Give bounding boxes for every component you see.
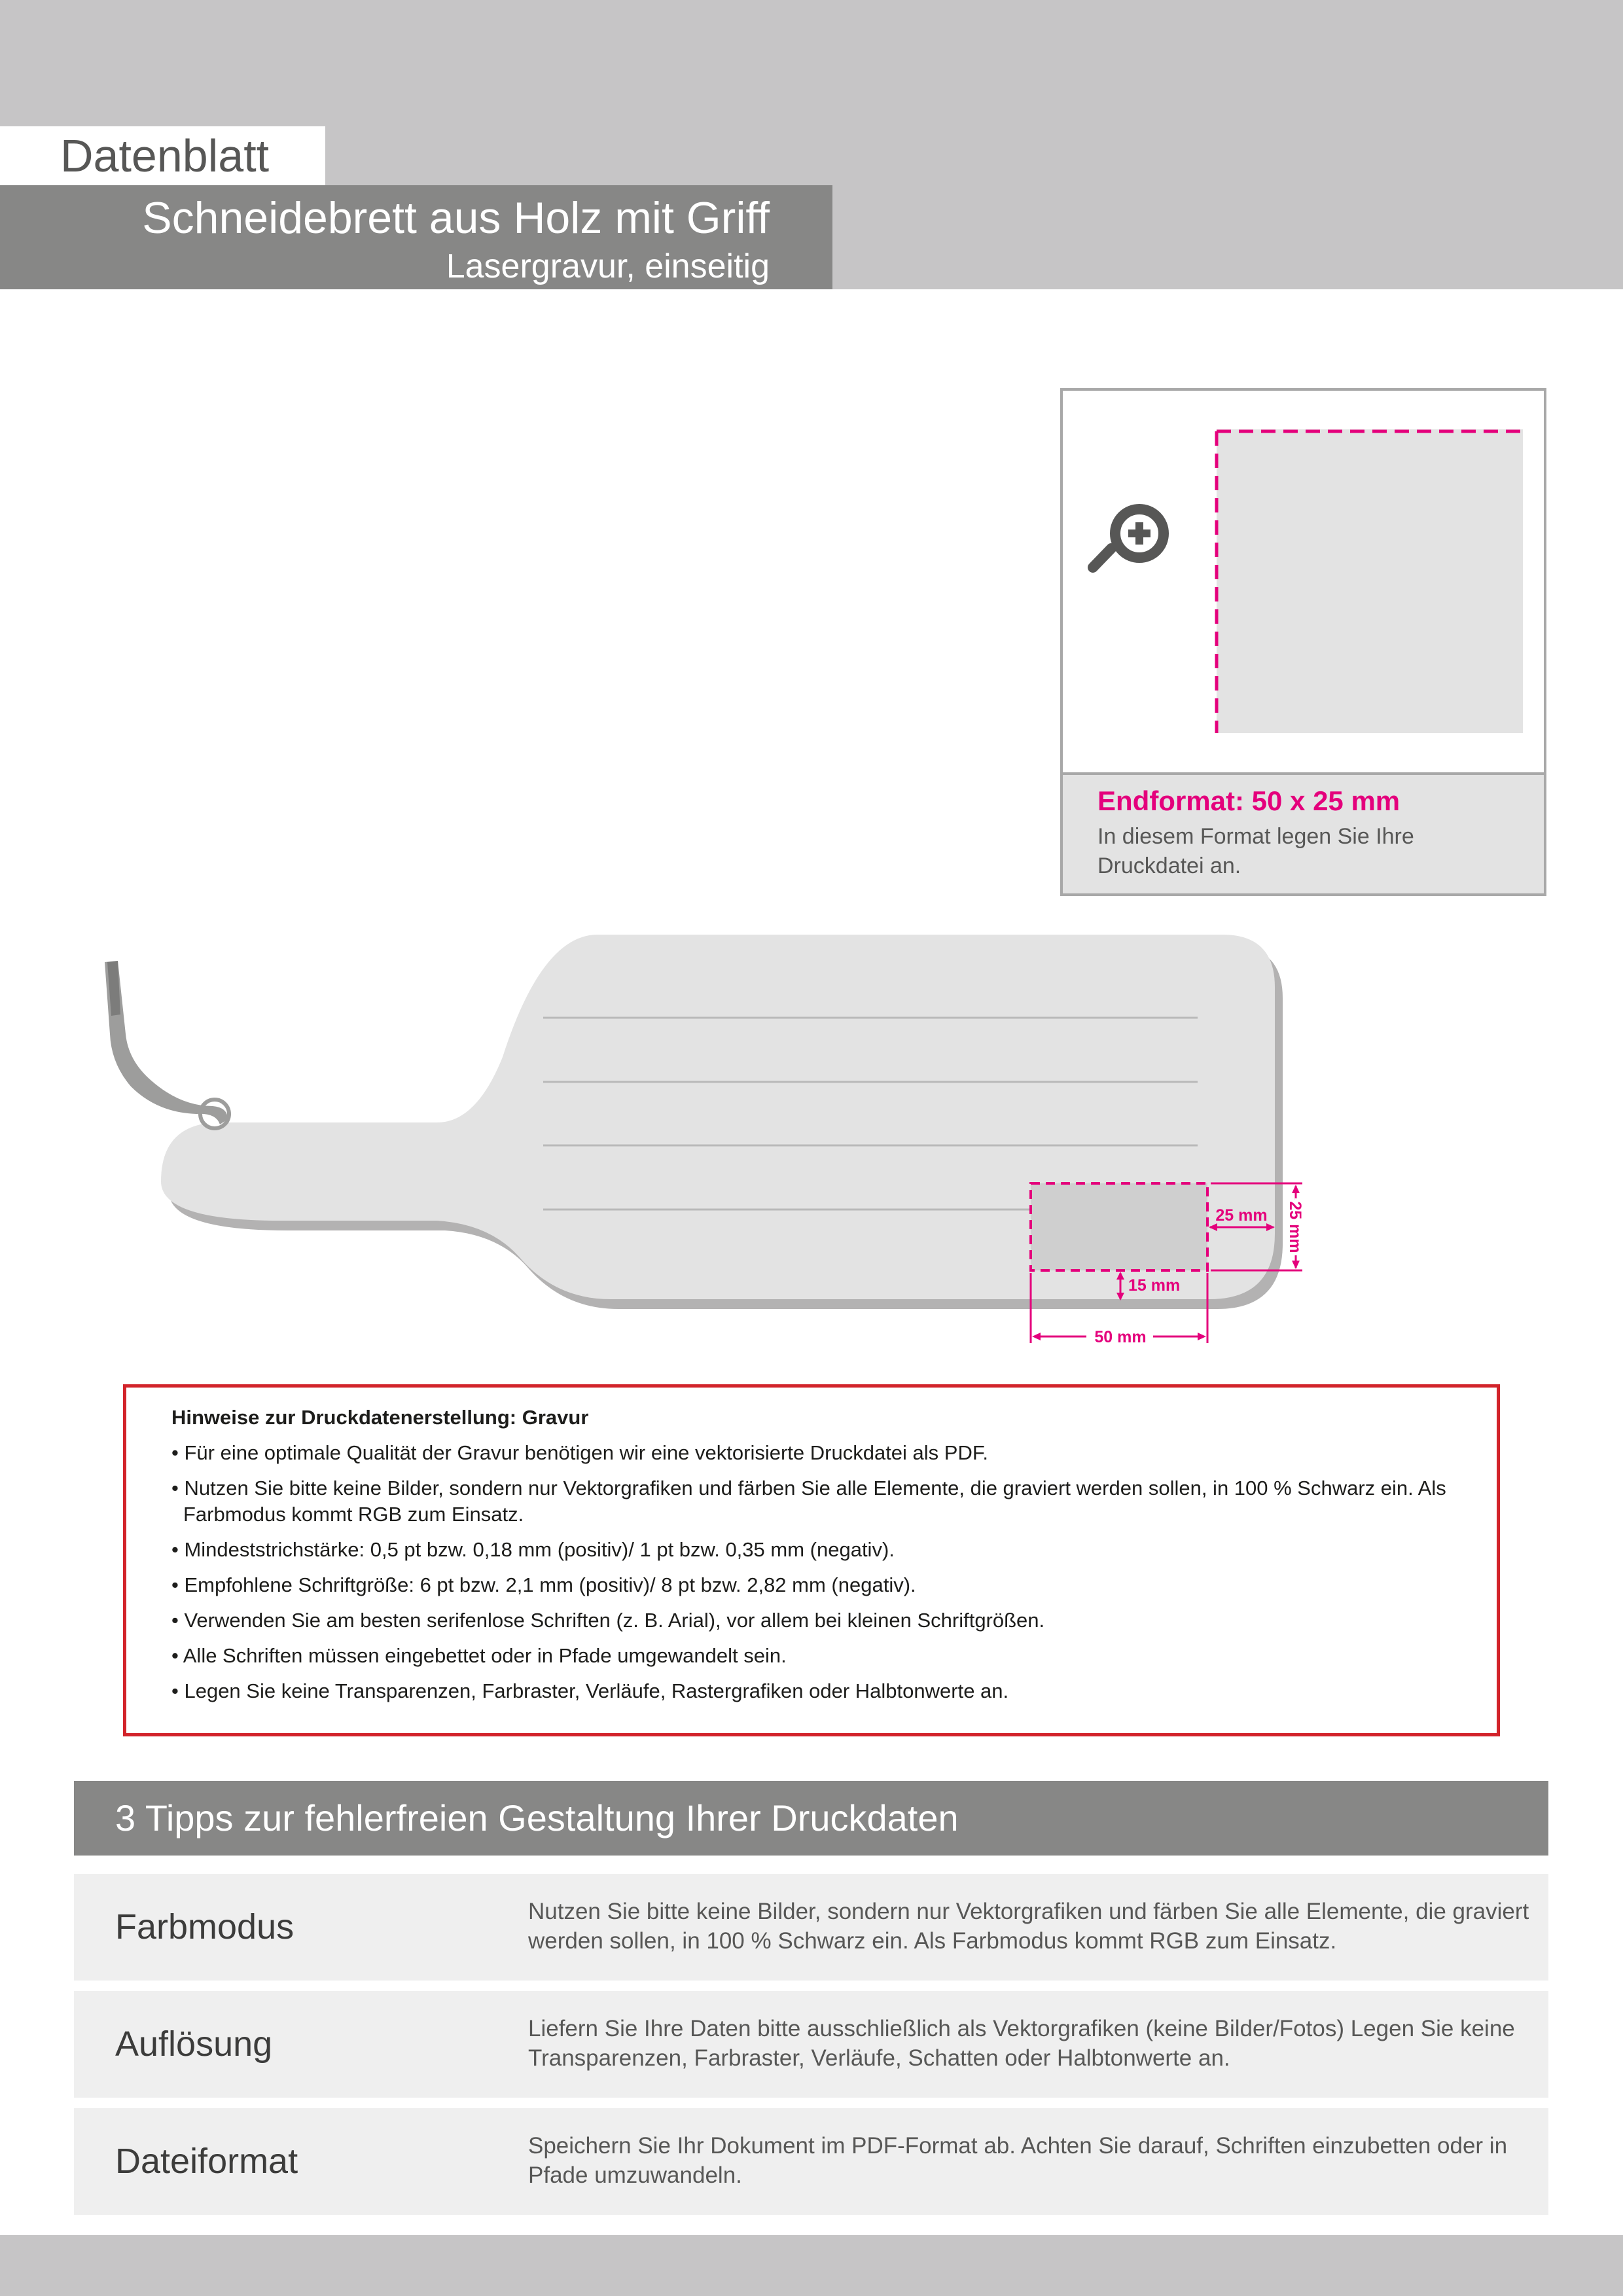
hint-item: • Mindeststrichstärke: 0,5 pt bzw. 0,18 mm (positiv)/ 1 pt bzw. 0,35 mm (negativ). — [171, 1538, 895, 1561]
hint-item: • Empfohlene Schriftgröße: 6 pt bzw. 2,1 mm (positiv)/ 8 pt bzw. 2,82 mm (negativ). — [171, 1573, 916, 1596]
tips-header: 3 Tipps zur fehlerfreien Gestaltung Ihrer Druckdaten — [74, 1781, 1548, 1856]
cutting-board-illustration — [65, 916, 1348, 1361]
tip-text: Liefern Sie Ihre Daten bitte ausschließlich als Vektorgrafiken (keine Bilder/Fotos) Legen Sie keine Transparenzen, Farbraster, Verläufe, Schatten oder Halbtonwerte an. — [528, 2016, 1515, 2071]
dim-arrow — [1032, 1333, 1041, 1340]
tip-name: Dateiformat — [115, 2142, 298, 2181]
doc-label: Datenblatt — [0, 126, 325, 185]
hint-item: • Nutzen Sie bitte keine Bilder, sondern nur Vektorgrafiken und färben Sie alle Elemente, die graviert werden sollen, in 100 % Schwarz ein. Als Farbmodus kommt RGB zum Einsatz. — [171, 1477, 1446, 1526]
hint-item: • Für eine optimale Qualität der Gravur benötigen wir eine vektorisierte Druckdatei als PDF. — [171, 1441, 988, 1464]
dim-bottom-offset-label: 15 mm — [1128, 1276, 1181, 1295]
hints-title: Hinweise zur Druckdatenerstellung: Gravur — [171, 1406, 589, 1429]
title-box — [0, 185, 832, 289]
dim-right-offset-label: 25 mm — [1215, 1206, 1268, 1225]
hint-item: • Legen Sie keine Transparenzen, Farbraster, Verläufe, Rastergrafiken oder Halbtonwerte an. — [171, 1679, 1009, 1702]
tip-row-farbmodus — [74, 1874, 1548, 1981]
tip-row-dateiformat — [74, 2108, 1548, 2215]
dim-arrow — [1292, 1261, 1300, 1269]
format-description: In diesem Format legen Sie Ihre Druckdatei an. — [1097, 824, 1414, 878]
tip-name: Auflösung — [115, 2024, 273, 2064]
dim-height-label: 25 mm — [1286, 1201, 1304, 1253]
page-title: Schneidebrett aus Holz mit Griff — [142, 193, 770, 243]
format-title: Endformat: 50 x 25 mm — [1097, 785, 1400, 816]
page-subtitle: Lasergravur, einseitig — [446, 247, 770, 285]
tip-name: Farbmodus — [115, 1907, 294, 1946]
tip-row-aufloesung — [74, 1991, 1548, 2098]
print-area — [1031, 1183, 1207, 1270]
zoom-in-icon[interactable] — [1093, 509, 1164, 571]
hint-item: • Verwenden Sie am besten serifenlose Schriften (z. B. Arial), vor allem bei kleinen Schriftgrößen. — [171, 1609, 1045, 1632]
bottom-band — [0, 2235, 1623, 2296]
dim-width-label: 50 mm — [1094, 1328, 1147, 1346]
dim-arrow — [1292, 1185, 1300, 1193]
hint-item: • Alle Schriften müssen eingebettet oder in Pfade umgewandelt sein. — [171, 1644, 787, 1667]
tip-text: Speichern Sie Ihr Dokument im PDF-Format ab. Achten Sie darauf, Schriften einzubetten oder in Pfade umzuwandeln. — [528, 2133, 1508, 2188]
dim-arrow — [1198, 1333, 1206, 1340]
hints-list — [171, 1440, 1480, 1713]
tip-text: Nutzen Sie bitte keine Bilder, sondern nur Vektorgrafiken und färben Sie alle Elemente, die graviert werden sollen, in 100 % Schwarz ein. Als Farbmodus kommt RGB zum Einsatz. — [528, 1899, 1529, 1954]
